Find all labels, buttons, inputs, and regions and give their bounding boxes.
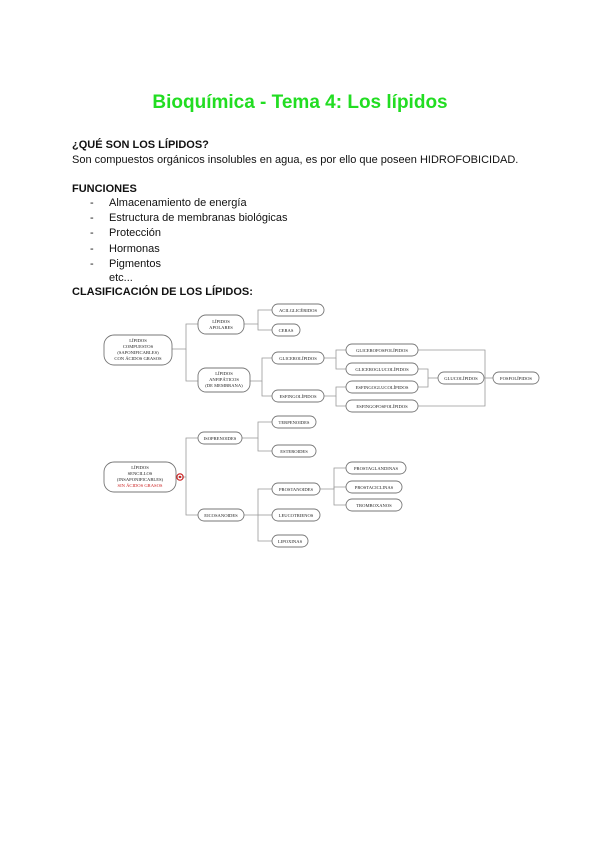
list-item: - Protección: [90, 227, 161, 240]
diagram-label: (INSAPONIFICABLES): [116, 477, 164, 482]
bullet: -: [90, 197, 94, 209]
diagram-connector: [244, 310, 272, 324]
bullet: -: [90, 257, 94, 270]
diagram-label: EICOSANOIDES: [204, 513, 238, 518]
diagram-label: GLICEROGLUCOLÍPIDOS: [355, 367, 409, 372]
list-item: - Pigmentos: [90, 257, 161, 270]
bullet: -: [90, 227, 94, 240]
diagram-label: (DE MEMBRANA): [205, 383, 243, 388]
diagram-connector: [176, 438, 198, 477]
diagram-label: GLUCOLÍPIDOS: [444, 376, 478, 381]
diagram-label: ACILGLICÉRIDOS: [278, 308, 318, 313]
list-item: - Almacenamiento de energía: [90, 197, 247, 209]
diagram-label: ANFIPÁTICOS: [209, 377, 239, 382]
diagram-connector: [336, 358, 346, 369]
diagram-connector: [418, 369, 428, 387]
diagram-label: PROSTANOIDES: [278, 487, 314, 492]
diagram-connector: [186, 349, 198, 381]
diagram-connector: [258, 438, 272, 451]
bullet: -: [90, 212, 94, 225]
diagram-label: SIN ÁCIDOS GRASOS: [117, 483, 163, 488]
diagram-connector: [250, 358, 272, 381]
diagram-connector: [258, 515, 272, 541]
diagram-label: PROSTAGLANDINAS: [353, 466, 399, 471]
diagram-label: (SAPONIFICABLES): [117, 350, 159, 355]
diagram-label: LIPOXINAS: [277, 539, 303, 544]
diagram-connector: [334, 487, 346, 489]
diagram-label: ESTEROIDES: [280, 449, 308, 454]
diagram-connector: [186, 477, 198, 515]
diagram-mark: [179, 476, 181, 478]
heading-functions: FUNCIONES: [72, 183, 137, 195]
diagram-label: ISOPRENOIDES: [203, 436, 237, 441]
diagram-label: LÍPIDOS: [215, 371, 233, 376]
functions-etc: etc...: [109, 272, 133, 284]
diagram-label: TROMBOXANOS: [356, 503, 392, 508]
diagram-label: APOLARES: [209, 325, 233, 330]
diagram-label: COMPUESTOS: [122, 344, 154, 349]
diagram-label: SENCILLOS: [127, 471, 153, 476]
diagram-connector: [324, 387, 346, 396]
diagram-label: GLICEROFOSFOLÍPIDOS: [356, 348, 408, 353]
diagram-connector: [262, 381, 272, 396]
list-item: - Hormonas: [90, 242, 160, 255]
diagram-label: LÍPIDOS: [212, 319, 230, 324]
definition-text: Son compuestos orgánicos insolubles en agua, es por ello que poseen HIDROFOBICIDAD.: [72, 154, 519, 166]
diagram-label: LEUCOTRIENOS: [278, 513, 314, 518]
diagram-label: LÍPIDOS: [131, 465, 149, 470]
diagram-label: GLICEROLÍPIDOS: [279, 356, 317, 361]
diagram-connector: [320, 468, 346, 489]
diagram-connector: [324, 350, 346, 358]
diagram-connector: [172, 324, 198, 349]
diagram-connector: [258, 324, 272, 330]
diagram-label: TERPENOIDES: [278, 420, 310, 425]
bullet: -: [90, 242, 94, 255]
diagram-label: PROSTACICLINAS: [354, 485, 394, 490]
diagram-label: FOSFOLÍPIDOS: [500, 376, 532, 381]
heading-what-are-lipids: ¿QUÉ SON LOS LÍPIDOS?: [72, 139, 209, 151]
diagram-connector: [336, 396, 346, 406]
diagram-connector: [334, 489, 346, 505]
diagram-label: CON ÁCIDOS GRASOS: [114, 356, 162, 361]
diagram-label: LÍPIDOS: [129, 338, 147, 343]
diagram-connector: [244, 489, 272, 515]
diagram-label: ESFINGOFOSFOLÍPIDOS: [356, 404, 408, 409]
heading-classification: CLASIFICACIÓN DE LOS LÍPIDOS:: [72, 286, 253, 298]
list-item: - Estructura de membranas biológicas: [90, 212, 288, 225]
page-title: Bioquímica - Tema 4: Los lípidos: [152, 92, 448, 113]
diagram-label: ESFINGOGLUCOLÍPIDOS: [355, 385, 409, 390]
diagram-label: CERAS: [278, 328, 294, 333]
diagram-label: ESFINGOLÍPIDOS: [279, 394, 317, 399]
diagram-connector: [242, 422, 272, 438]
